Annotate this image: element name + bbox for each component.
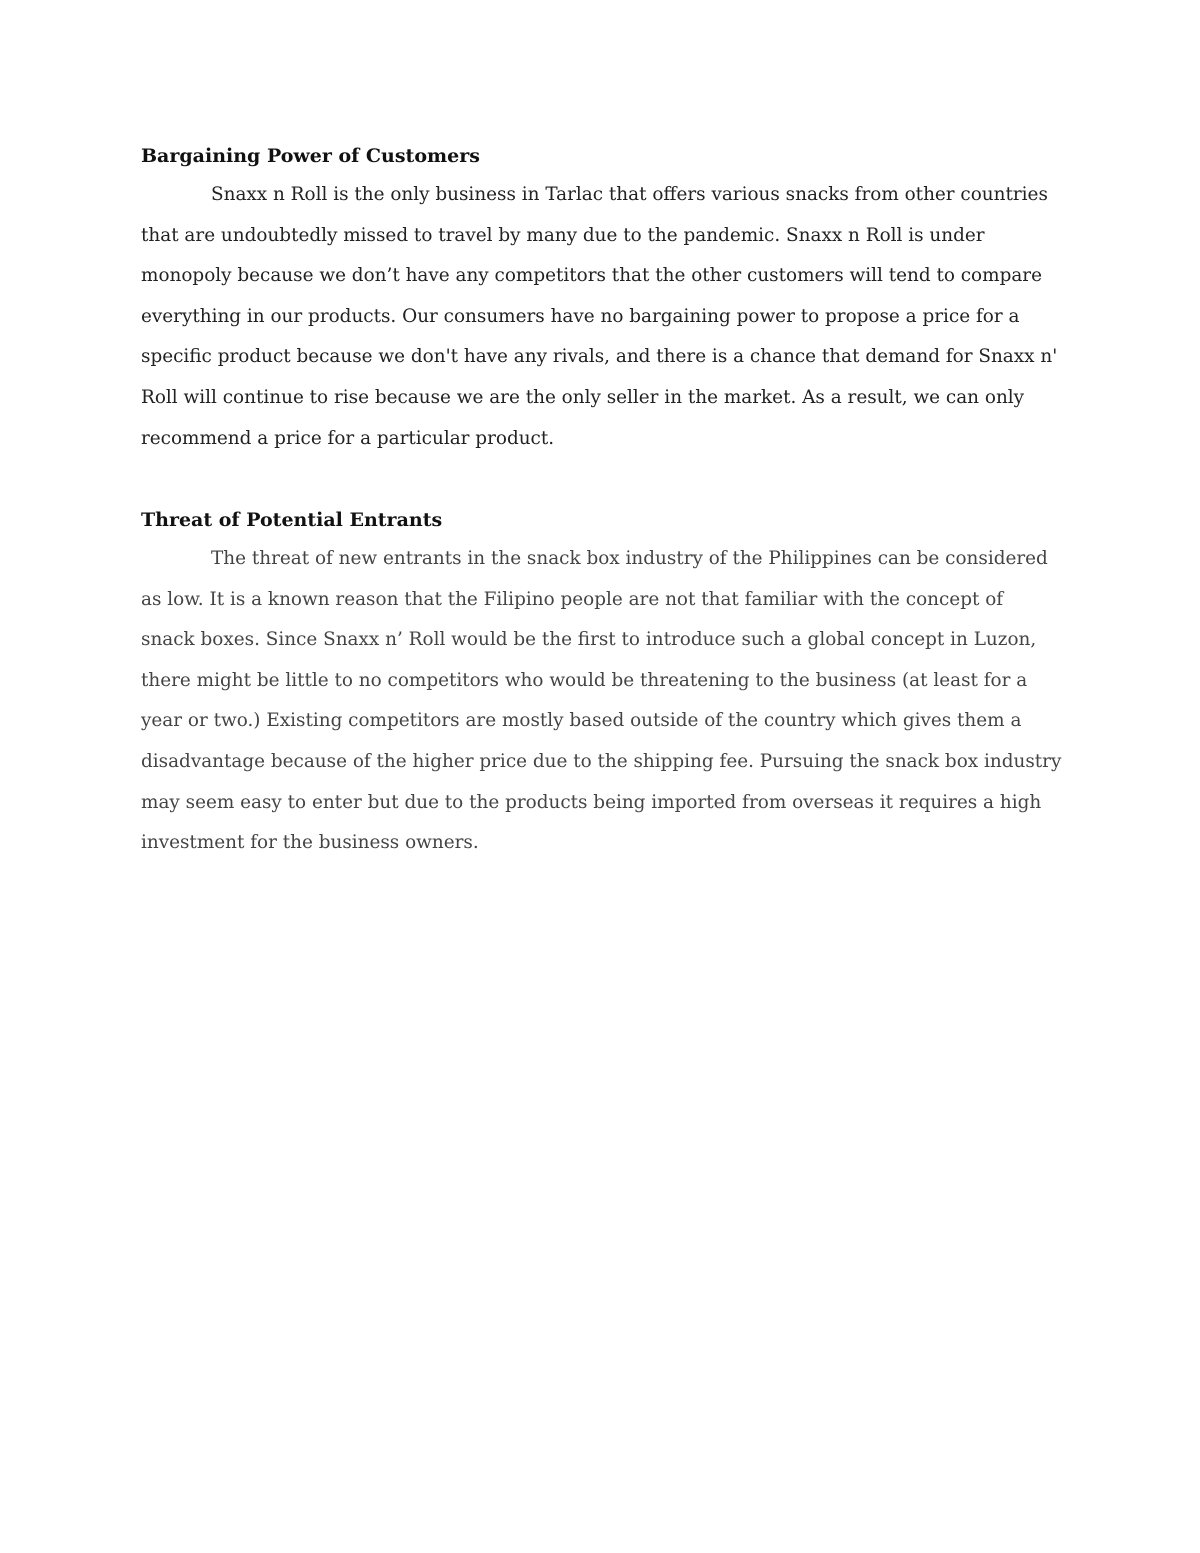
paragraph-line: The threat of new entrants in the snack box industry of the Philippines can be considered [211,548,1048,569]
paragraph-line: specific product because we don't have any rivals, and there is a chance that demand for Snaxx n' [141,346,1058,368]
section-bargaining-power [141,141,1066,459]
paragraph-line: may seem easy to enter but due to the products being imported from overseas it requires a high [141,791,1042,813]
section-heading: Threat of Potential Entrants [141,509,443,531]
paragraph-line: everything in our products. Our consumers have no bargaining power to propose a price for a [141,305,1020,327]
paragraph-line: investment for the business owners. [141,832,479,854]
paragraph-line: snack boxes. Since Snaxx n’ Roll would be the first to introduce such a global concept in Luzon, [141,629,1037,651]
paragraph-line: Roll will continue to rise because we are the only seller in the market. As a result, we can only [141,386,1025,408]
paragraph-line: as low. It is a known reason that the Filipino people are not that familiar with the concept of [141,588,1004,610]
section-paragraph [141,175,1066,459]
paragraph-line: monopoly because we don’t have any competitors that the other customers will tend to compare [141,265,1042,287]
paragraph-line: that are undoubtedly missed to travel by many due to the pandemic. Snaxx n Roll is under [141,224,985,246]
paragraph-line: there might be little to no competitors who would be threatening to the business (at least for a [141,669,1028,691]
paragraph-line: recommend a price for a particular product. [141,427,555,449]
section-heading: Bargaining Power of Customers [141,145,480,167]
paragraph-line: year or two.) Existing competitors are mostly based outside of the country which gives them a [141,710,1022,732]
section-threat-of-entrants [141,505,1066,864]
paragraph-line: Snaxx n Roll is the only business in Tarlac that offers various snacks from other countries [211,184,1048,205]
paragraph-line: disadvantage because of the higher price due to the shipping fee. Pursuing the snack box industry [141,750,1062,772]
section-paragraph [141,539,1066,864]
